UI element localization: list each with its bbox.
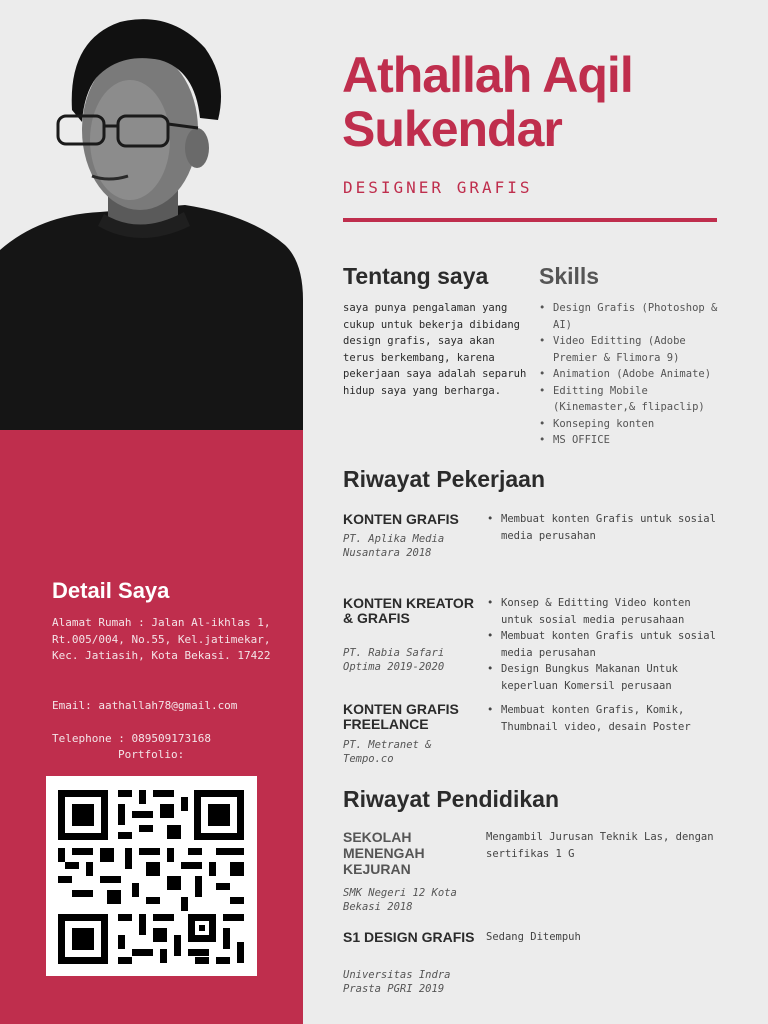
about-title: Tentang saya	[343, 263, 489, 289]
email-text: Email: aathallah78@gmail.com	[52, 699, 238, 712]
job-bullet: • Membuat konten Grafis untuk sosial media perusahan	[487, 628, 727, 661]
job-company: PT. Metranet & Tempo.co	[343, 739, 432, 765]
job-company: PT. Aplika Media Nusantara 2018	[343, 533, 445, 559]
education-degree: S1 DESIGN GRAFIS	[343, 929, 475, 945]
job-bullet: • Konsep & Editting Video konten untuk sosial media perusahaan	[487, 595, 727, 628]
education-school: SMK Negeri 12 Kota Bekasi 2018	[343, 887, 457, 913]
skill-item: • Design Grafis (Photoshop & AI)	[539, 300, 729, 333]
portfolio-qr-code[interactable]	[46, 776, 257, 976]
skills-title: Skills	[539, 263, 600, 289]
education-desc: Mengambil Jurusan Teknik Las, dengan sertifikas 1 G	[486, 831, 714, 860]
job-bullet: • Design Bungkus Makanan Untuk keperluan Komersil perusaan	[487, 661, 727, 694]
job-title: KONTEN KREATOR & GRAFIS	[343, 595, 474, 626]
job-bullet: • Membuat konten Grafis untuk sosial media perusahan	[487, 511, 727, 544]
skills-list	[539, 300, 729, 449]
job-bullets	[487, 511, 727, 544]
job-title: KONTEN GRAFIS	[343, 511, 459, 527]
job-company: PT. Rabia Safari Optima 2019-2020	[343, 647, 445, 673]
skill-item: • Video Editting (Adobe Premier & Flimora 9)	[539, 333, 729, 366]
skill-item: • Animation (Adobe Animate)	[539, 366, 729, 383]
skill-item: • Konseping konten	[539, 416, 729, 433]
address-text: Alamat Rumah : Jalan Al-ikhlas 1, Rt.005/004, No.55, Kel.jatimekar, Kec. Jatiasih, Kota Bekasi. 17422	[52, 616, 271, 662]
applicant-name: Athallah Aqil Sukendar	[342, 47, 633, 157]
education-degree: SEKOLAH MENENGAH KEJURAN	[343, 829, 425, 877]
job-bullets	[487, 595, 727, 694]
job-title: KONTEN GRAFIS FREELANCE	[343, 701, 459, 732]
profile-photo	[0, 0, 303, 430]
job-role: DESIGNER GRAFIS	[343, 178, 533, 197]
header-divider	[343, 218, 717, 222]
portfolio-label: Portfolio:	[118, 748, 185, 761]
phone-text: Telephone : 089509173168	[52, 732, 211, 745]
education-desc: Sedang Ditempuh	[486, 931, 581, 943]
education-title: Riwayat Pendidikan	[343, 786, 560, 812]
detail-title: Detail Saya	[52, 578, 170, 603]
about-text: saya punya pengalaman yang cukup untuk bekerja dibidang design grafis, saya akan terus berkembang, karena pekerjaan saya adalah separuh hidup saya yang berharga.	[343, 302, 527, 397]
skill-item: • MS OFFICE	[539, 432, 729, 449]
job-bullet: • Membuat konten Grafis, Komik, Thumbnail video, desain Poster	[487, 702, 727, 735]
job-bullets	[487, 702, 727, 735]
work-title: Riwayat Pekerjaan	[343, 466, 546, 492]
education-school: Universitas Indra Prasta PGRI 2019	[343, 969, 451, 995]
skill-item: • Editting Mobile (Kinemaster,& flipaclip)	[539, 383, 729, 416]
